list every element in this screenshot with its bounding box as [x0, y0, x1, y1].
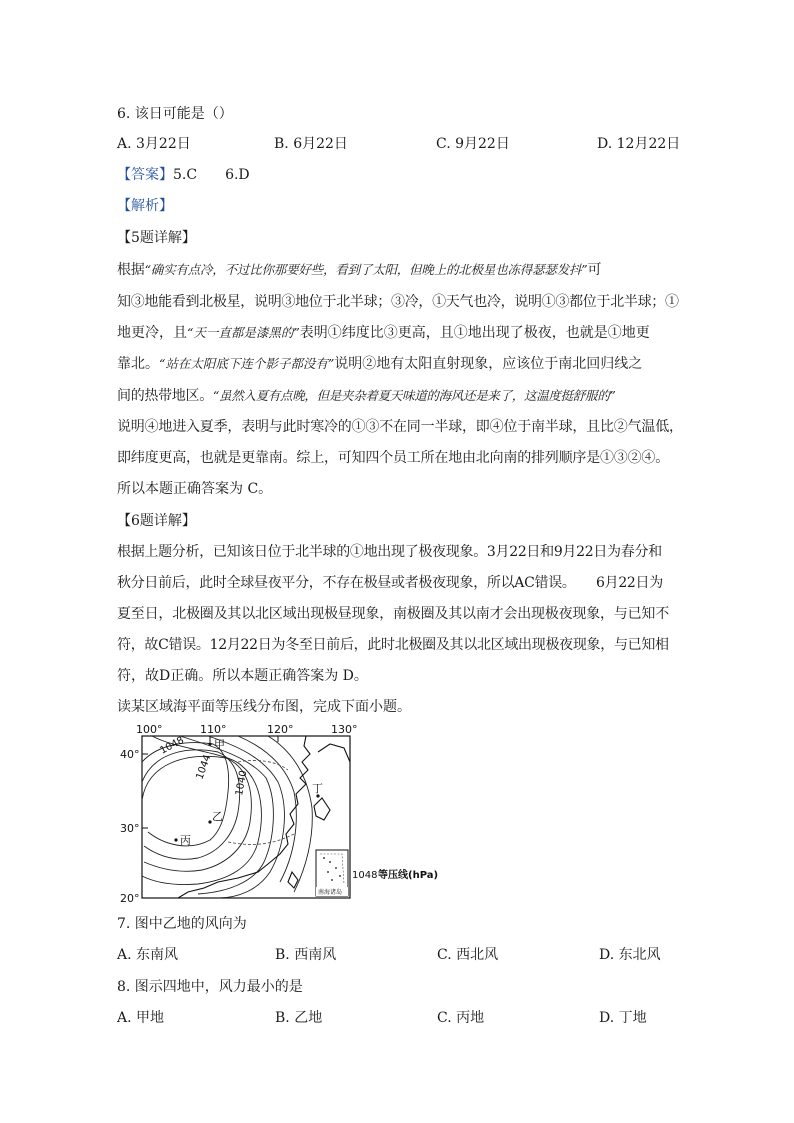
inset-label: 南海诸岛: [318, 889, 343, 896]
answer-tag: 【答案】: [117, 167, 173, 183]
detail6-line-1: 根据上题分析，已知该日位于北半球的①地出现了极夜现象。3月22日和9月22日为春分和: [117, 544, 662, 560]
lon-label-120: 120°: [267, 723, 294, 736]
place-yi: 乙: [212, 810, 223, 823]
detail5-line-1: 根据“确实有点冷，不过比你那要好些，看到了太阳，但晚上的北极星也冻得瑟瑟发抖”可: [117, 262, 602, 278]
lon-label-130: 130°: [331, 723, 358, 736]
q6-option-d: D. 12月22日: [597, 136, 681, 152]
q6-option-a: A. 3月22日: [117, 136, 191, 152]
q6-option-b: B. 6月22日: [274, 136, 348, 152]
lat-label-40: 40°: [120, 748, 140, 761]
q7-option-d: D. 东北风: [599, 947, 661, 963]
q7-stem: 7. 图中乙地的风向为: [117, 916, 247, 932]
detail5-line-5: 间的热带地区。“虽然入夏有点晚，但是夹杂着夏天味道的海风还是来了，这温度挺舒服的”: [117, 388, 616, 404]
place-bing: 丙: [180, 834, 191, 847]
legend-value: 1048: [352, 870, 378, 881]
lat-label-30: 30°: [120, 822, 140, 835]
q7-option-c: C. 西北风: [437, 947, 499, 963]
detail5-line-4: 靠北。“站在太阳底下连个影子都没有”说明②地有太阳直射现象，应该位于南北回归线之: [117, 356, 643, 372]
lat-label-20: 20°: [120, 892, 140, 905]
answer-line: [117, 165, 687, 185]
detail6-line-2: 秋分日前后，此时全球昼夜平分，不存在极昼或者极夜现象，所以AC错误。 6月22日为: [117, 575, 663, 591]
detail5-line-2: 知③地能看到北极星，说明③地位于北半球；③冷，①天气也冷，说明①③都位于北半球；①: [117, 294, 679, 310]
detail6-line-5: 符，故D正确。所以本题正确答案为 D。: [117, 668, 368, 684]
analysis-tag: 【解析】: [117, 198, 173, 214]
legend-text: 等压线(hPa): [378, 870, 439, 881]
lon-label-110: 110°: [200, 723, 227, 736]
detail6-line-4: 符，故C错误。12月22日为冬至日前后，此时北极圈及其以北区域出现极夜现象，与已知相: [117, 637, 669, 653]
detail5-tag: 【5题详解】: [117, 230, 196, 246]
answer-text: 5.C 6.D: [173, 167, 250, 183]
q7-option-a: A. 东南风: [117, 947, 179, 963]
detail5-line-6: 说明④地进入夏季，表明与此时寒冷的①③不在同一半球，即④位于南半球，且比②气温低，: [117, 419, 683, 435]
q8-option-c: C. 丙地: [437, 1010, 485, 1026]
place-ding: 丁: [312, 782, 323, 795]
q8-option-d: D. 丁地: [599, 1010, 647, 1026]
isobar-label-1048: 1048: [158, 734, 186, 757]
q8-stem: 8. 图示四地中，风力最小的是: [117, 979, 303, 995]
lon-label-100: 100°: [136, 723, 163, 736]
q8-option-b: B. 乙地: [275, 1010, 323, 1026]
isobar-map: [118, 722, 439, 905]
isobar-label-1044: 1044: [194, 753, 214, 782]
detail5-line-7: 即纬度更高，也就是更靠南。综上，可知四个员工所在地由北向南的排列顺序是①③②④。: [117, 450, 669, 466]
place-jia: 甲: [214, 738, 225, 751]
q8-option-a: A. 甲地: [117, 1010, 165, 1026]
detail5-line-3: 地更冷，且“天一直都是漆黑的”表明①纬度比③更高，且①地出现了极夜，也就是①地更: [117, 325, 650, 341]
isobar-label-1040: 1040: [234, 769, 250, 797]
detail5-line-8: 所以本题正确答案为 C。: [117, 481, 273, 497]
q6-stem: 6. 该日可能是（）: [117, 106, 233, 122]
detail6-tag: 【6题详解】: [117, 513, 196, 529]
q6-option-c: C. 9月22日: [436, 136, 510, 152]
q7-option-b: B. 西南风: [275, 947, 337, 963]
map-intro: 读某区域海平面等压线分布图，完成下面小题。: [117, 699, 411, 715]
detail6-line-3: 夏至日，北极圈及其以北区域出现极昼现象，南极圈及其以南才会出现极夜现象，与已知不: [117, 606, 669, 622]
